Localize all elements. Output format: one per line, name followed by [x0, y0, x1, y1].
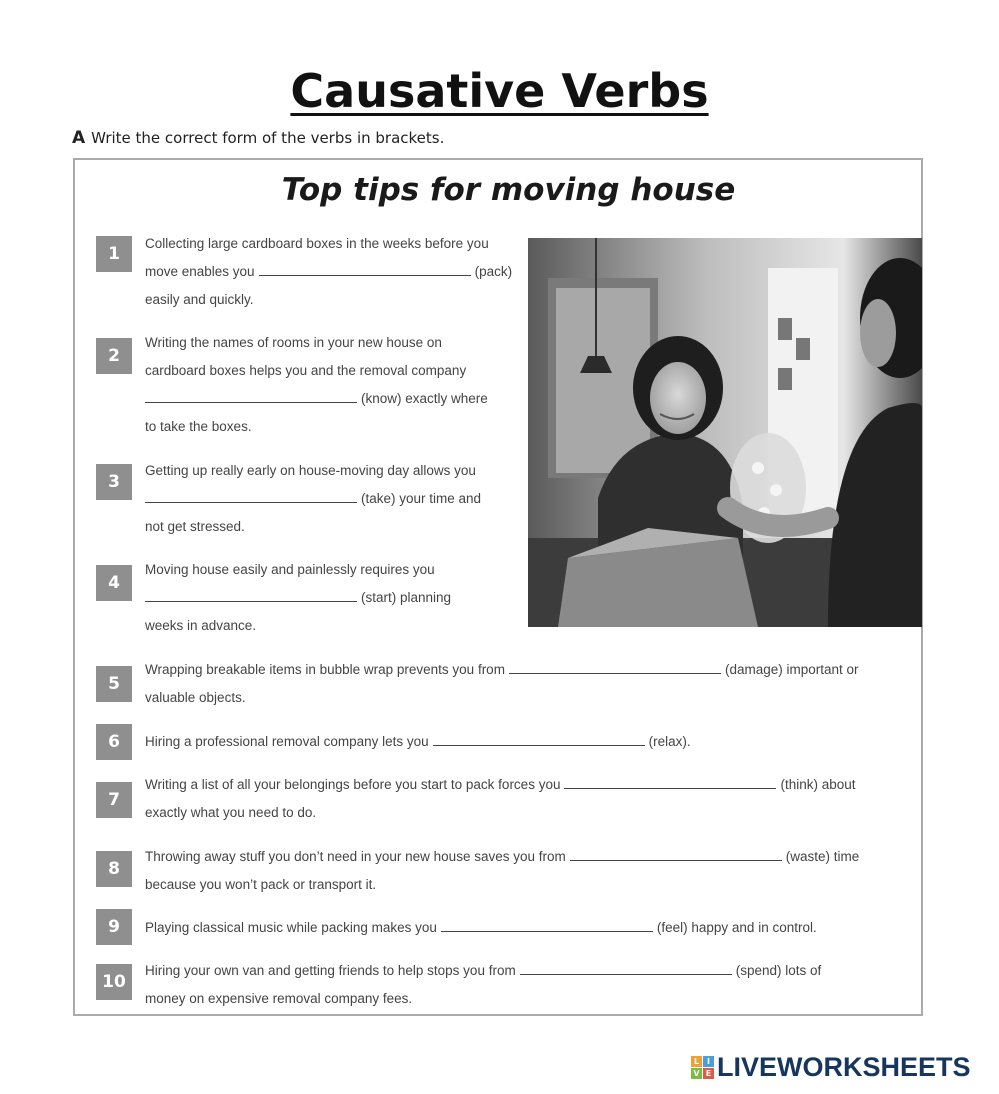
item-number-2: 2: [96, 338, 132, 374]
logo-tiles: [691, 1056, 714, 1079]
item-9: [145, 914, 817, 942]
answer-blank-3[interactable]: [145, 490, 357, 503]
item-number-6: 6: [96, 724, 132, 760]
item-5-verb: (damage) important or: [724, 662, 859, 677]
item-6-verb: (relax).: [648, 734, 691, 749]
item-4-verb: (start) planning: [361, 590, 452, 605]
item-2-line-4: to take the boxes.: [145, 419, 252, 434]
answer-blank-9[interactable]: [441, 919, 653, 932]
item-2-verb: (know) exactly where: [361, 391, 488, 406]
item-6: [145, 728, 691, 756]
item-number-10: 10: [96, 964, 132, 1000]
answer-blank-7[interactable]: [564, 776, 776, 789]
item-1: [145, 230, 512, 314]
item-1-line-3: easily and quickly.: [145, 292, 254, 307]
logo-tile-v: V: [691, 1068, 702, 1079]
item-5-line-1: Wrapping breakable items in bubble wrap prevents you from: [145, 662, 505, 677]
item-number-7: 7: [96, 782, 132, 818]
page-title-text: Causative Verbs: [290, 64, 709, 118]
item-number-9: 9: [96, 909, 132, 945]
item-number-4: 4: [96, 565, 132, 601]
item-2-line-2: cardboard boxes helps you and the removal company: [145, 363, 467, 378]
item-9-line-1: Playing classical music while packing makes you: [145, 920, 437, 935]
instruction-text: Write the correct form of the verbs in brackets.: [91, 129, 445, 147]
item-4: [145, 556, 451, 640]
item-number-3: 3: [96, 464, 132, 500]
item-number-5: 5: [96, 666, 132, 702]
card-title: Top tips for moving house: [281, 172, 736, 208]
item-9-verb: (feel) happy and in control.: [656, 920, 817, 935]
page-title: [0, 64, 999, 118]
logo-tile-e: E: [703, 1068, 714, 1079]
item-2: [145, 329, 488, 441]
item-10-verb: (spend) lots of: [735, 963, 822, 978]
item-5-line-2: valuable objects.: [145, 690, 246, 705]
item-8-line-2: because you won’t pack or transport it.: [145, 877, 377, 892]
moving-house-photo: [528, 238, 922, 627]
item-3-line-3: not get stressed.: [145, 519, 245, 534]
answer-blank-4[interactable]: [145, 589, 357, 602]
item-4-line-3: weeks in advance.: [145, 618, 257, 633]
item-3-verb: (take) your time and: [361, 491, 482, 506]
logo-tile-i: I: [703, 1056, 714, 1067]
item-8: [145, 843, 859, 899]
item-5: [145, 656, 859, 712]
logo-tile-l: L: [691, 1056, 702, 1067]
logo-text: LIVEWORKSHEETS: [717, 1052, 971, 1082]
answer-blank-1[interactable]: [259, 263, 471, 276]
item-10: [145, 957, 821, 1013]
item-number-8: 8: [96, 851, 132, 887]
item-8-line-1: Throwing away stuff you don’t need in your new house saves you from: [145, 849, 566, 864]
answer-blank-10[interactable]: [520, 962, 732, 975]
item-3: [145, 457, 481, 541]
liveworksheets-logo: [691, 1052, 971, 1083]
item-1-line-1: Collecting large cardboard boxes in the weeks before you: [145, 236, 489, 251]
instruction: [72, 128, 444, 148]
answer-blank-2[interactable]: [145, 390, 357, 403]
item-8-verb: (waste) time: [785, 849, 860, 864]
answer-blank-6[interactable]: [433, 733, 645, 746]
item-1-line-2: move enables you: [145, 264, 255, 279]
item-7-line-1: Writing a list of all your belongings before you start to pack forces you: [145, 777, 561, 792]
item-7-verb: (think) about: [780, 777, 856, 792]
item-1-verb: (pack): [474, 264, 513, 279]
item-10-line-2: money on expensive removal company fees.: [145, 991, 413, 1006]
moving-house-photo-illustration: [528, 238, 922, 627]
item-2-line-1: Writing the names of rooms in your new house on: [145, 335, 442, 350]
answer-blank-5[interactable]: [509, 661, 721, 674]
item-7: [145, 771, 856, 827]
item-number-1: 1: [96, 236, 132, 272]
answer-blank-8[interactable]: [570, 848, 782, 861]
section-letter: A: [72, 128, 86, 148]
item-3-line-1: Getting up really early on house-moving day allows you: [145, 463, 476, 478]
item-4-line-1: Moving house easily and painlessly requires you: [145, 562, 435, 577]
item-7-line-2: exactly what you need to do.: [145, 805, 317, 820]
item-10-line-1: Hiring your own van and getting friends to help stops you from: [145, 963, 516, 978]
item-6-line-1: Hiring a professional removal company lets you: [145, 734, 429, 749]
